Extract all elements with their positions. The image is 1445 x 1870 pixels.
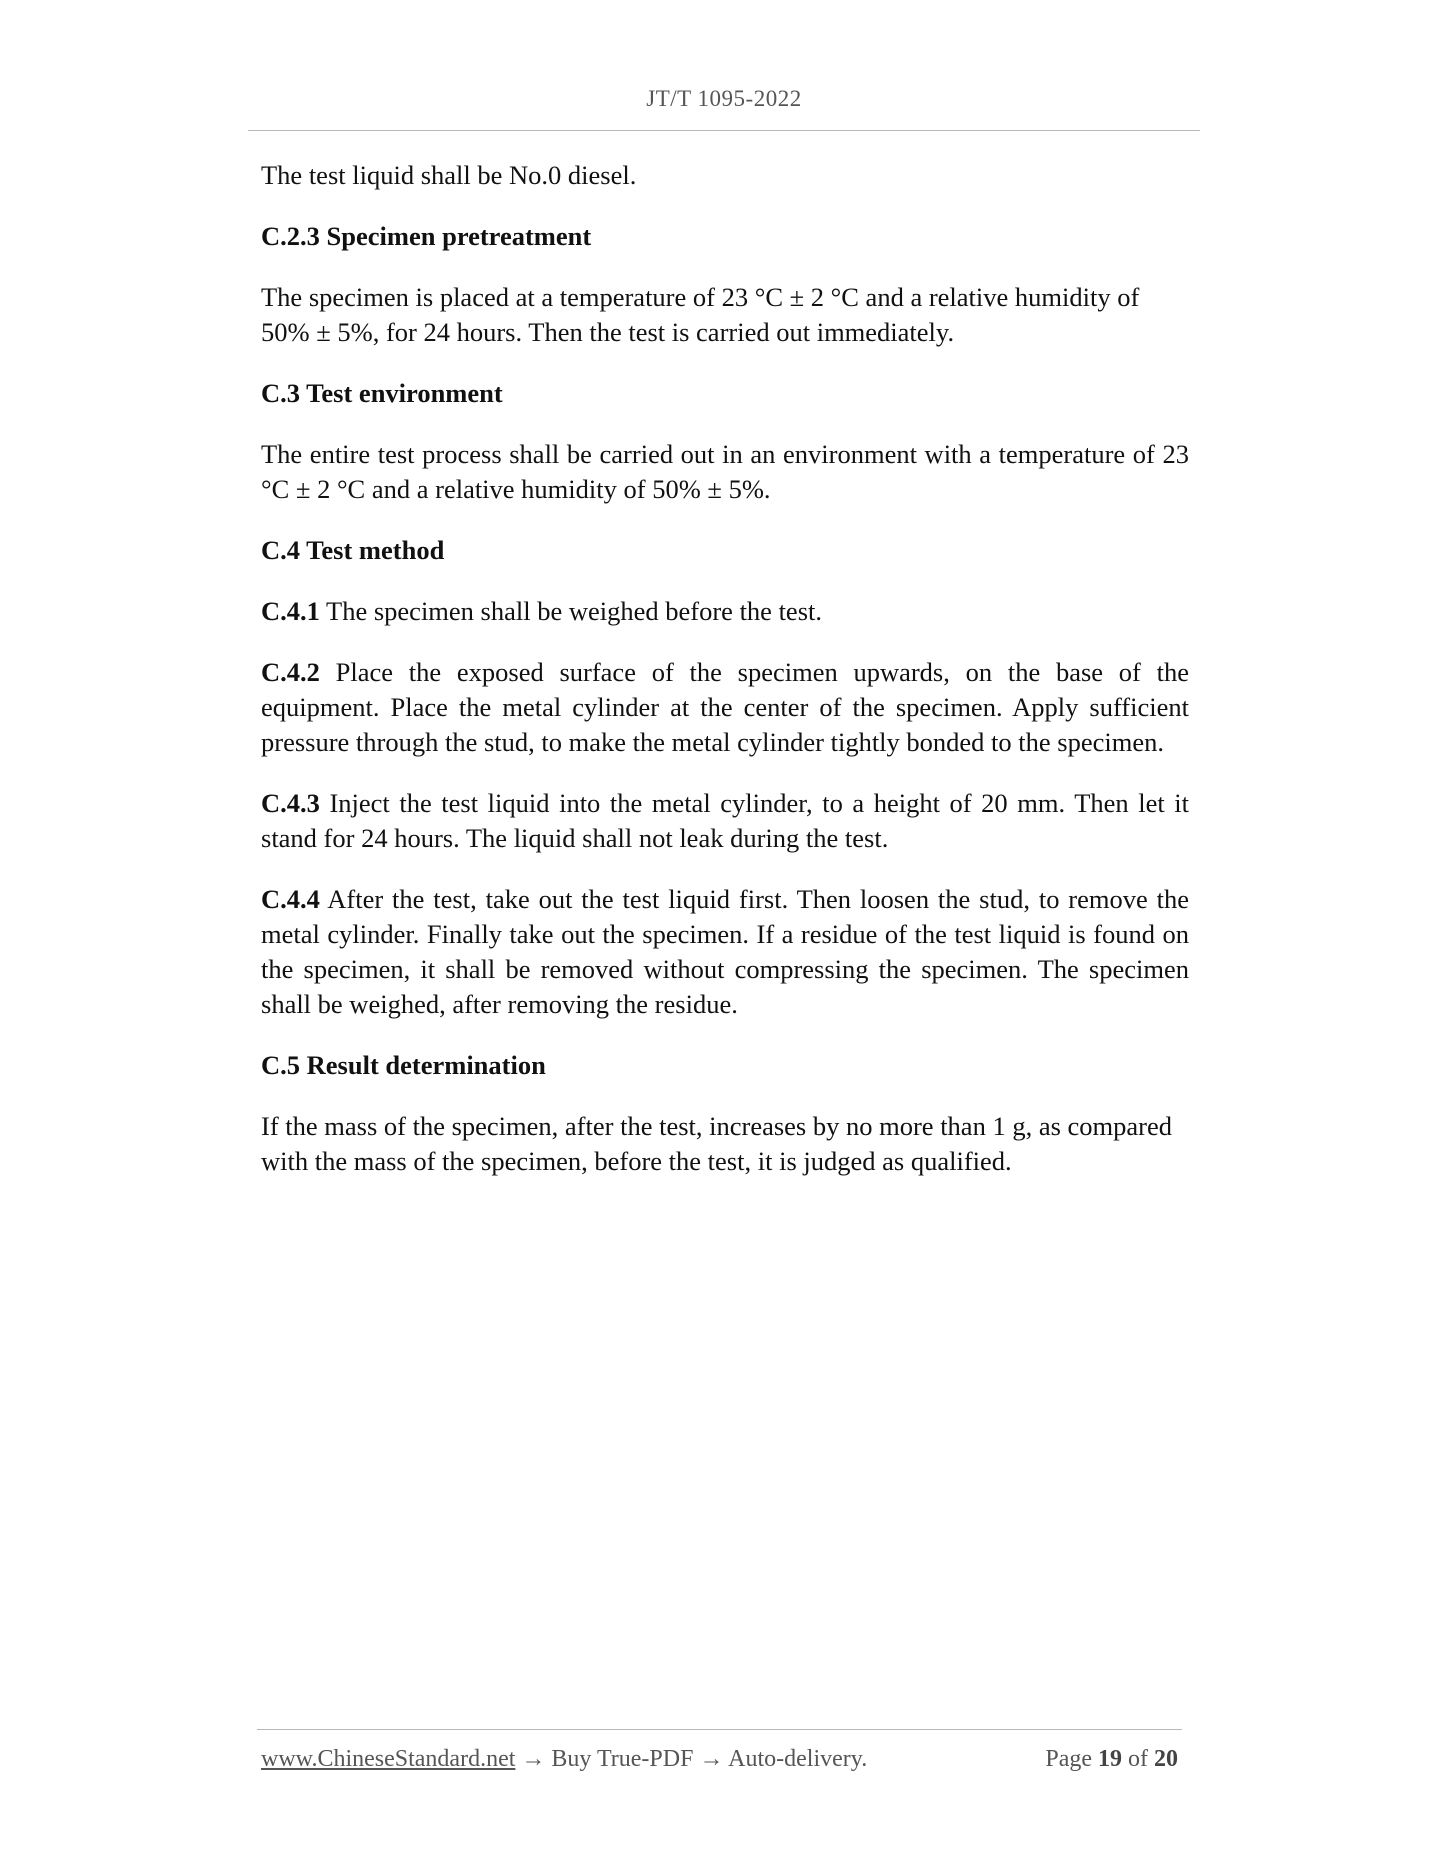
clause-c-4-2 <box>261 655 1189 760</box>
buy-true-pdf-text: Buy True-PDF <box>551 1746 694 1772</box>
auto-delivery-text: Auto-delivery. <box>728 1746 868 1772</box>
paragraph-test-liquid: The test liquid shall be No.0 diesel. <box>261 160 637 190</box>
heading-c-2-3: C.2.3 Specimen pretreatment <box>261 221 592 251</box>
heading-c-5: C.5 Result determination <box>261 1050 546 1080</box>
document-body <box>261 158 1189 1205</box>
header-divider <box>248 130 1200 131</box>
heading-c-3: C.3 Test environment <box>261 378 503 408</box>
arrow-right-icon: → <box>515 1746 552 1772</box>
clause-text: Place the exposed surface of the specimen upwards, on the base of the equipment. Place the metal cylinder at the center of the specimen. Apply sufficient pressure through the stud, to make the metal cylinder tightly bonded to the specimen. <box>261 657 1189 757</box>
page-label: Page <box>1045 1746 1092 1772</box>
clause-c-4-4 <box>261 882 1189 1022</box>
page-footer <box>261 1746 1178 1773</box>
paragraph-c-2-3: The specimen is placed at a temperature of 23 °C ± 2 °C and a relative humidity of 50% ± 5%, for 24 hours. Then the test is carried out immediately. <box>261 282 1140 347</box>
clause-text: Inject the test liquid into the metal cylinder, to a height of 20 mm. Then let it stand for 24 hours. The liquid shall not leak during the test. <box>261 788 1189 853</box>
paragraph-c-3: The entire test process shall be carried out in an environment with a temperature of 23 °C ± 2 °C and a relative humidity of 50% ± 5%. <box>261 439 1189 504</box>
clause-text: After the test, take out the test liquid first. Then loosen the stud, to remove the metal cylinder. Finally take out the specimen. If a residue of the test liquid is found on the specimen, it shall be removed without compressing the specimen. The specimen shall be weighed, after removing the residue. <box>261 884 1189 1019</box>
current-page-number: 19 <box>1098 1746 1122 1772</box>
clause-number: C.4.3 <box>261 788 320 818</box>
clause-number: C.4.4 <box>261 884 320 914</box>
clause-number: C.4.2 <box>261 657 320 687</box>
total-page-number: 20 <box>1154 1746 1178 1772</box>
page-of-label: of <box>1128 1746 1148 1772</box>
heading-c-4: C.4 Test method <box>261 535 445 565</box>
arrow-right-icon: → <box>693 1746 729 1772</box>
footer-divider <box>257 1729 1182 1730</box>
page-indicator <box>1045 1746 1178 1773</box>
website-link[interactable]: www.ChineseStandard.net <box>261 1746 516 1772</box>
clause-text: The specimen shall be weighed before the test. <box>319 596 822 626</box>
clause-c-4-3 <box>261 786 1189 856</box>
clause-c-4-1 <box>261 594 1189 629</box>
paragraph-c-5: If the mass of the specimen, after the test, increases by no more than 1 g, as compared with the mass of the specimen, before the test, it is judged as qualified. <box>261 1111 1172 1176</box>
clause-number: C.4.1 <box>261 596 320 626</box>
document-code-header: JT/T 1095-2022 <box>646 86 802 111</box>
footer-promo <box>261 1746 867 1773</box>
